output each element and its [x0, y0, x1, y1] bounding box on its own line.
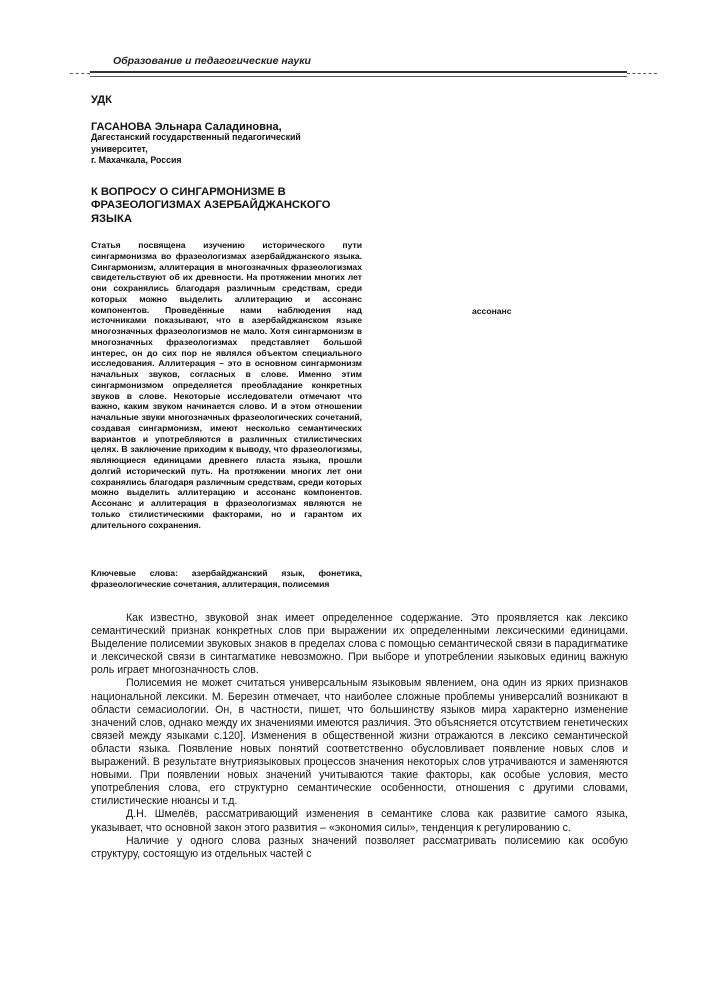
- header-rule-thick: [90, 71, 627, 73]
- body-paragraph: Наличие у одного слова разных значений позволяет рассматривать полисемию как особую структуру, состоящую из отдельных частей с: [91, 834, 628, 860]
- udk-label: УДК: [91, 94, 112, 106]
- header-dash-left: [70, 73, 90, 74]
- article-body: [91, 612, 628, 861]
- author-name: ГАСАНОВА Эльнара Саладиновна,: [91, 121, 282, 133]
- keywords: Ключевые слова: азербайджанский язык, фонетика, фразеологические сочетания, аллитерация, полисемия: [91, 568, 362, 589]
- body-paragraph: Как известно, звуковой знак имеет определенное содержание. Это проявляется как лексико семантический признак конкретных слов при выражении их определенными лексическими единицами. Выделение полисемии звуковых знаков в пределах слова с помощью семантической связи в парадигматике и лексической связи в синтагматике невозможно. При выборе и употреблении языковых единиц важную роль играет многозначность слов.: [91, 612, 628, 677]
- article-title: К ВОПРОСУ О СИНГАРМОНИЗМЕ В ФРАЗЕОЛОГИЗМАХ АЗЕРБАЙДЖАНСКОГО ЯЗЫКА: [91, 186, 331, 225]
- affiliation-university: Дагестанский государственный педагогический университет,: [91, 132, 301, 154]
- header-rule-thin: [90, 76, 627, 77]
- author-affiliation: [91, 132, 341, 167]
- affiliation-city: г. Махачкала, Россия: [91, 155, 182, 166]
- running-head: Образование и педагогические науки: [113, 55, 311, 67]
- abstract: Статья посвящена изучению исторического пути сингармонизма во фразеологизмах азербайджанского языка. Сингармонизм, аллитерация в многозначных фразеологизмах свидетельствуют об их древности. На протяжении многих лет они сохранялись благодаря различным средствам, среди которых можно выделить аллитерацию и ассонанс компонентов. Проведённые нами наблюдения над источниками показывают, что в азербайджанском языке многозначных фразеологизмов не мало. Хотя сингармонизм в многозначных фразеологизмах представляет большой интерес, он до сих пор не являлся объектом специального исследования. Аллитерация – это в основном сингармонизм начальных звуков, согласных в слове. Именно этим сингармонизмом определяется преобладание конкретных звуков в слове. Некоторые исследователи отмечают что важно, каким звуком начинается слово. И в этом отношении начальные звуки многозначных фразеологических сочетаний, создавая сингармонизм, имеют несколько семантических вариантов и употребляются в различных стилистических целях. В заключение приходим к выводу, что фразеологизмы, являющиеся единицами древнего пласта языка, прошли долгий исторический путь. На протяжении многих лет они сохранялись благодаря различным средствам, среди которых можно выделить аллитерацию и ассонанс компонентов. Ассонанс и аллитерация в фразеологизмах являются не только стилистическими факторами, но и гарантом их длительного сохранения.: [91, 240, 362, 530]
- body-paragraph: Д.Н. Шмелёв, рассматривающий изменения в семантике слова как развитие самого языка, указывает, что основной закон этого развития – «экономия силы», тенденция к регулированию с.: [91, 808, 628, 834]
- header-dash-right: [627, 73, 657, 74]
- side-keyword: ассонанс: [472, 306, 512, 316]
- body-paragraph: Полисемия не может считаться универсальным языковым явлением, она один из ярких признаков национальной лексики. М. Березин отмечает, что наиболее сложные проблемы универсалий возникают в области семасиологии. Он, в частности, пишет, что большинству языков мира характерно изменение значений слов, однако между их значениями имеются различия. Это объясняется отсутствием генетических связей между языками с.120]. Изменения в общественной жизни отражаются в лексико семантической области языка. Появление новых понятий соответственно обусловливает появление новых слов и выражений. В результате внутриязыковых процессов значения некоторых слов утрачиваются и заменяются новыми. При появлении новых значений учитываются такие факторы, как особые условия, место употребления слова, его структурно семантические особенности, отношения с другими словами, стилистические нюансы и т.д.: [91, 677, 628, 808]
